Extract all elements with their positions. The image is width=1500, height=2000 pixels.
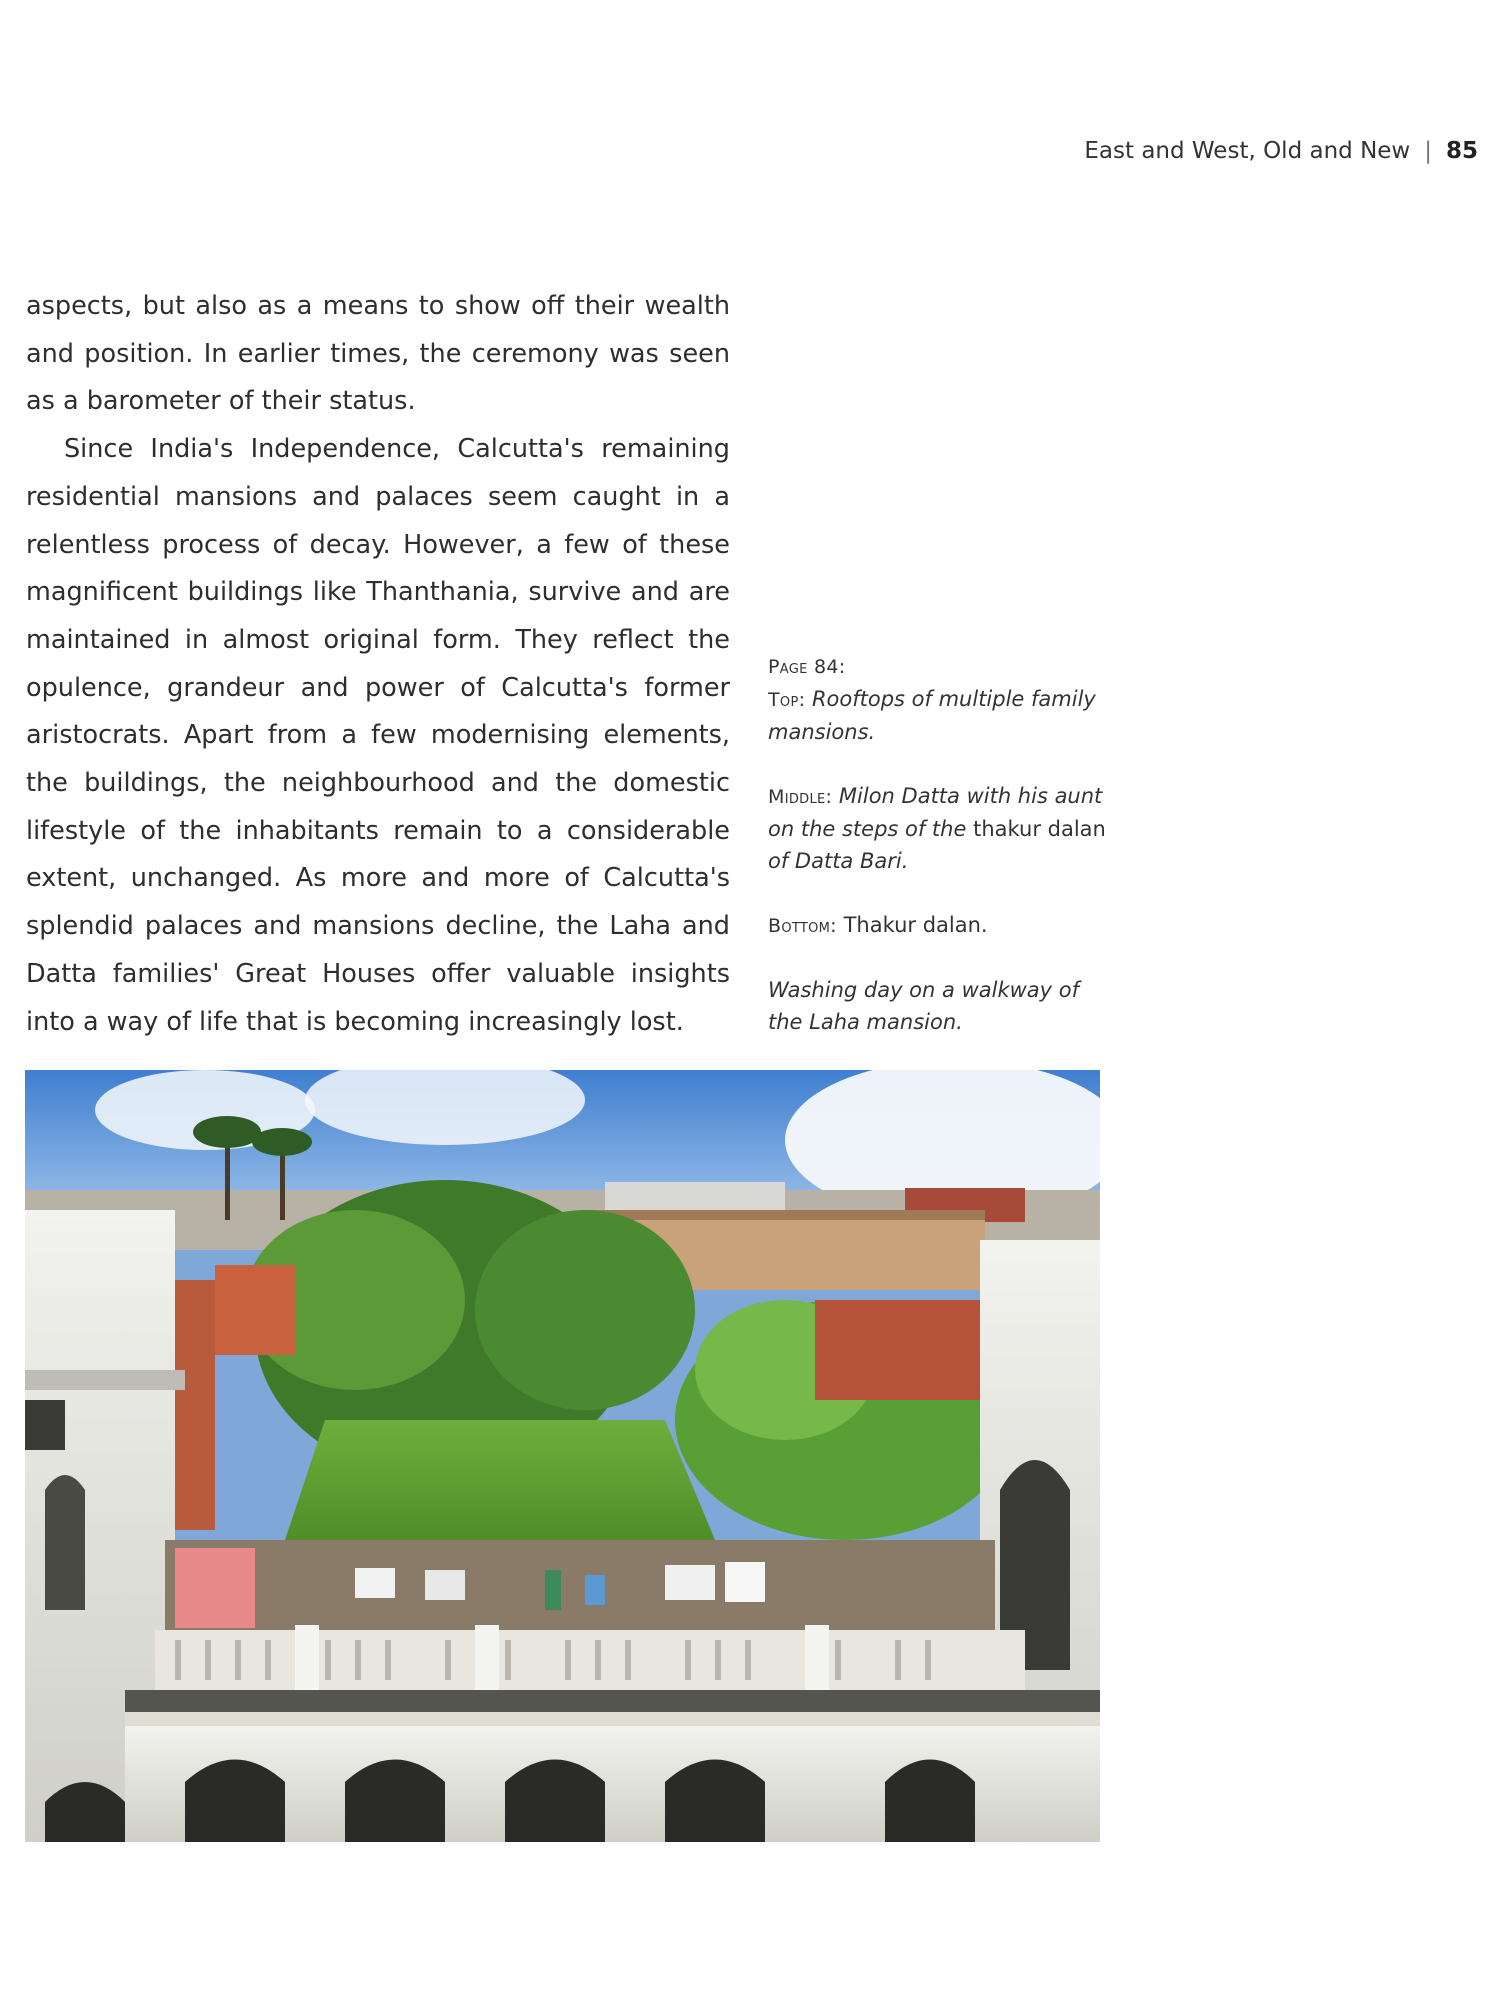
body-text (26, 283, 730, 1046)
caption-photo: Washing day on a walkway of the Laha mansion. (768, 978, 1079, 1034)
caption-bottom (768, 909, 1108, 942)
mansion-courtyard-photo (25, 1070, 1100, 1842)
caption-top-text: Rooftops of multiple family mansions. (768, 687, 1096, 744)
caption-top-label: Top: (768, 689, 806, 711)
body-paragraph-1: aspects, but also as a means to show off their wealth and position. In earlier times, the ceremony was seen as a barometer of their status. (26, 291, 730, 417)
caption-middle-text-2: thakur dalan (973, 817, 1106, 841)
caption-bottom-label: Bottom: (768, 915, 837, 937)
page-number: 85 (1445, 138, 1478, 164)
body-paragraph-2: Since India's Independence, Calcutta's remaining residential mansions and palaces seem caught in a relentless process of decay. However, a few of these magnificent buildings like Thanthania, survive and are maintained in almost original form. They reflect the opulence, grandeur and power of Calcutta's former aristocrats. Apart from a few modernising elements, the buildings, the neighbourhood and the domestic lifestyle of the inhabitants remain to a considerable extent, unchanged. As more and more of Calcutta's splendid palaces and mansions decline, the Laha and Datta families' Great Houses offer valuable insights into a way of life that is becoming increasingly lost. (26, 434, 730, 1037)
captions-block (768, 650, 1108, 1070)
caption-page-ref (768, 650, 1108, 748)
caption-middle-text-1: Milon Datta with his aunt on the steps of the (768, 784, 1103, 841)
caption-bottom-text: Thakur dalan. (843, 913, 988, 937)
caption-page-label: Page 84: (768, 656, 846, 678)
running-head-separator: | (1424, 138, 1432, 164)
running-head (1084, 138, 1478, 164)
running-head-title: East and West, Old and New (1084, 138, 1411, 164)
caption-middle-text-3: of Datta Bari. (768, 849, 909, 873)
caption-middle-label: Middle: (768, 786, 833, 808)
caption-middle (768, 780, 1108, 877)
